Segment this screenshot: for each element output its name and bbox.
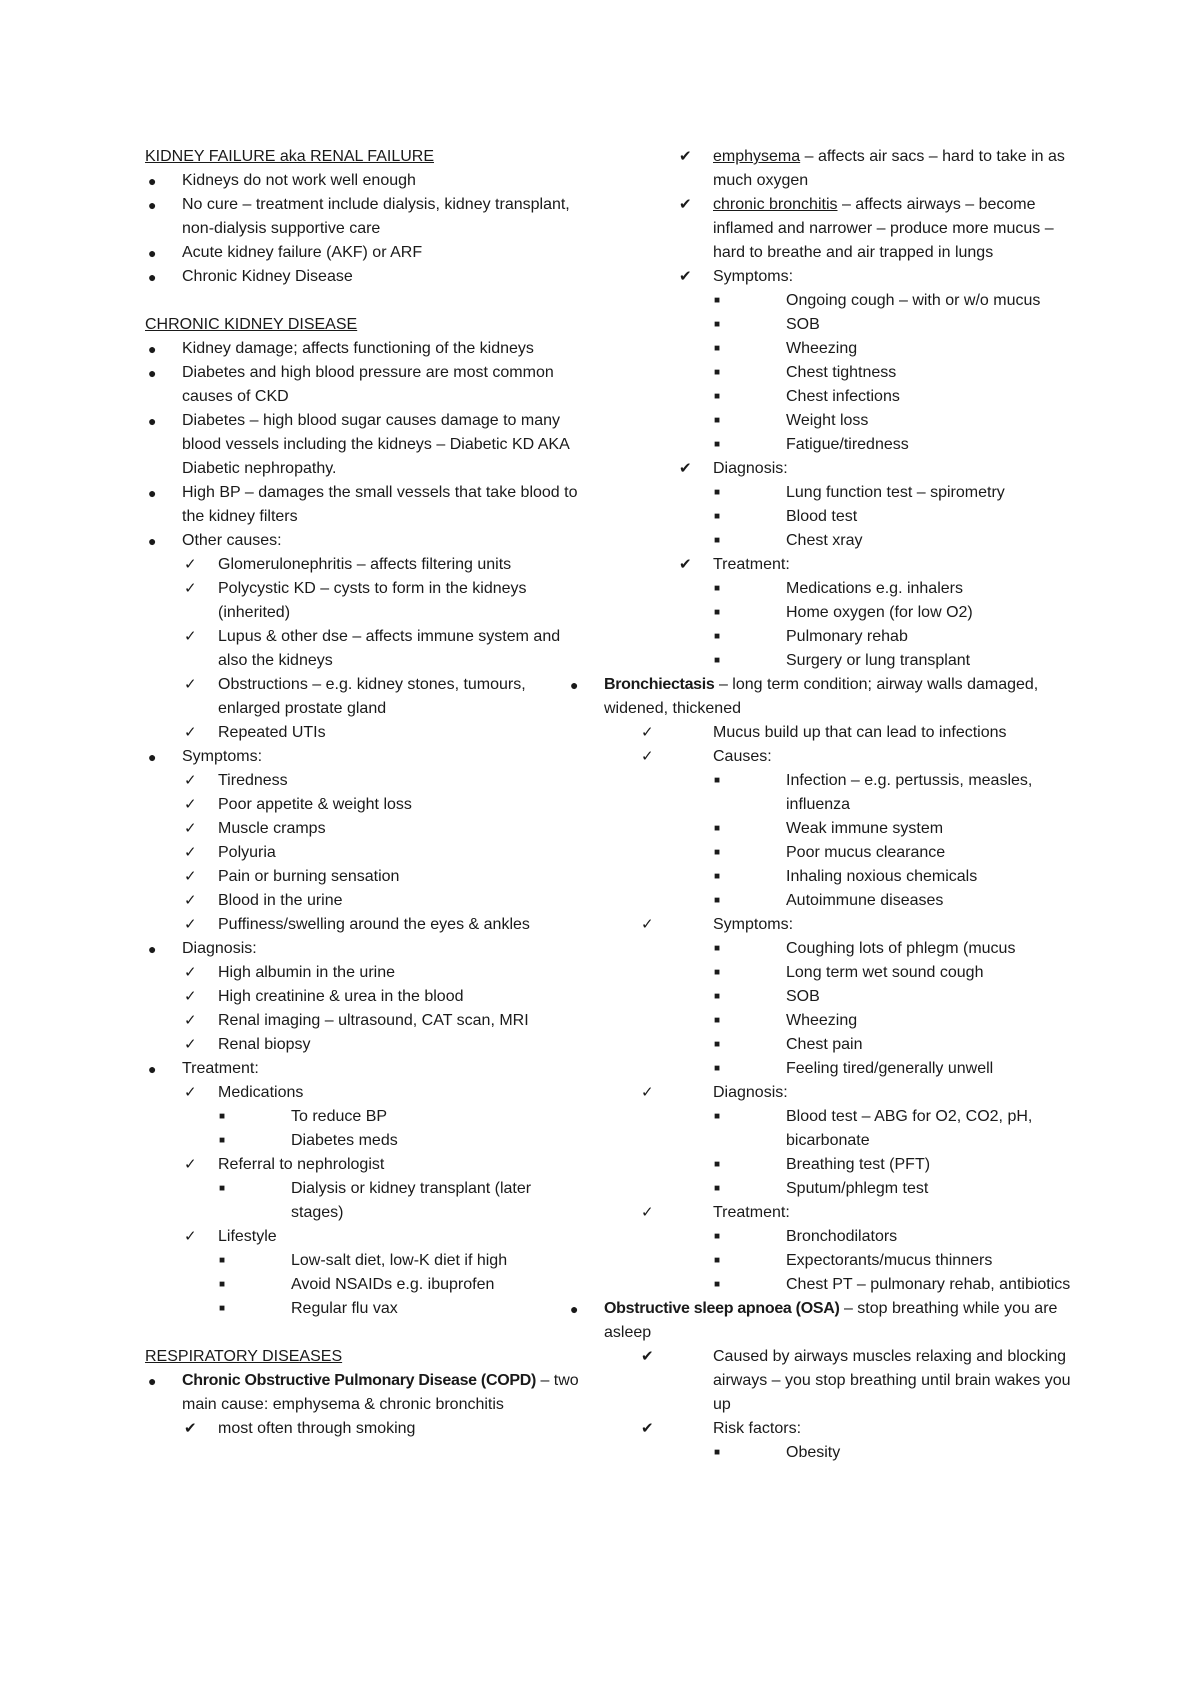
list-item: ✓ Causes:: [567, 745, 1080, 769]
list-item: ■ Poor mucus clearance: [567, 841, 1080, 865]
bullet-icon: ●: [148, 1061, 157, 1077]
square-bullet-icon: ■: [714, 895, 721, 906]
checkmark-icon: ✔: [641, 1420, 654, 1437]
list-item: ■ Coughing lots of phlegm (mucus: [567, 937, 1080, 961]
bullet-icon: ●: [148, 485, 157, 501]
bullet-icon: ●: [148, 245, 157, 261]
checkmark-icon: ✓: [184, 772, 197, 789]
square-bullet-icon: ■: [714, 943, 721, 954]
checkmark-icon: ✓: [641, 724, 654, 741]
square-bullet-icon: ■: [714, 1111, 721, 1122]
square-bullet-icon: ■: [714, 343, 721, 354]
list-item: ● Kidney damage; affects functioning of the kidneys: [145, 337, 585, 361]
list-item: ● Diabetes – high blood sugar causes damage to many blood vessels including the kidneys – Diabetic KD AKA Diabetic nephropathy.: [145, 409, 585, 481]
list-item: ● Diagnosis:: [145, 937, 585, 961]
square-bullet-icon: ■: [714, 415, 721, 426]
list-item: ● High BP – damages the small vessels that take blood to the kidney filters: [145, 481, 585, 529]
checkmark-icon: ✓: [184, 724, 197, 741]
list-item: ✔ emphysema – affects air sacs – hard to take in as much oxygen: [640, 145, 1080, 193]
list-item: ✓ Glomerulonephritis – affects filtering units: [145, 553, 585, 577]
list-item: ● Chronic Kidney Disease: [145, 265, 585, 289]
square-bullet-icon: ■: [714, 991, 721, 1002]
bronchitis-term: chronic bronchitis: [713, 196, 838, 213]
square-bullet-icon: ■: [219, 1111, 226, 1122]
list-item: ■ Breathing test (PFT): [567, 1153, 1080, 1177]
list-item: ✓ Symptoms:: [567, 913, 1080, 937]
checkmark-icon: ✓: [184, 796, 197, 813]
list-item: ■ Blood test: [640, 505, 1080, 529]
checkmark-icon: ✓: [184, 964, 197, 981]
list-item: ✓ High albumin in the urine: [145, 961, 585, 985]
square-bullet-icon: ■: [714, 823, 721, 834]
copd-details-list: [640, 145, 1080, 673]
square-bullet-icon: ■: [714, 607, 721, 618]
list-item: ✓ Puffiness/swelling around the eyes & ankles: [145, 913, 585, 937]
list-item: ✓ Blood in the urine: [145, 889, 585, 913]
checkmark-icon: ✓: [184, 580, 197, 597]
list-item: ■ Low-salt diet, low-K diet if high: [145, 1249, 585, 1273]
square-bullet-icon: ■: [714, 295, 721, 306]
square-bullet-icon: ■: [714, 967, 721, 978]
checkmark-icon: ✓: [184, 628, 197, 645]
list-item: ■ Sputum/phlegm test: [567, 1177, 1080, 1201]
list-item: ■ SOB: [567, 985, 1080, 1009]
square-bullet-icon: ■: [714, 535, 721, 546]
bullet-icon: ●: [148, 1373, 157, 1389]
square-bullet-icon: ■: [714, 1447, 721, 1458]
checkmark-icon: ✓: [184, 868, 197, 885]
square-bullet-icon: ■: [714, 847, 721, 858]
list-item: ■ Weak immune system: [567, 817, 1080, 841]
bullet-icon: ●: [148, 197, 157, 213]
checkmark-icon: ✓: [184, 988, 197, 1005]
checkmark-icon: ✓: [184, 844, 197, 861]
square-bullet-icon: ■: [714, 319, 721, 330]
square-bullet-icon: ■: [714, 487, 721, 498]
list-item: ■ Home oxygen (for low O2): [640, 601, 1080, 625]
list-item: ■ Chest xray: [640, 529, 1080, 553]
list-item: ■ Infection – e.g. pertussis, measles, influenza: [567, 769, 1080, 817]
list-item: ✔ Treatment:: [640, 553, 1080, 577]
bullet-icon: ●: [148, 749, 157, 765]
checkmark-icon: ✓: [184, 892, 197, 909]
list-item: ✓ Poor appetite & weight loss: [145, 793, 585, 817]
list-item: ✓ Tiredness: [145, 769, 585, 793]
list-item: ● Diabetes and high blood pressure are most common causes of CKD: [145, 361, 585, 409]
checkmark-icon: ✔: [184, 1420, 197, 1437]
bullet-icon: ●: [148, 413, 157, 429]
list-item: ■ Weight loss: [640, 409, 1080, 433]
list-item: ■ Feeling tired/generally unwell: [567, 1057, 1080, 1081]
bullet-icon: ●: [148, 365, 157, 381]
heading-respiratory: RESPIRATORY DISEASES: [145, 1348, 343, 1365]
list-item: ■ Chest infections: [640, 385, 1080, 409]
list-item: ● Bronchiectasis – long term condition; airway walls damaged, widened, thickened: [567, 673, 1080, 721]
copd-term: Chronic Obstructive Pulmonary Disease (COPD): [182, 1372, 537, 1389]
heading-ckd: CHRONIC KIDNEY DISEASE: [145, 316, 358, 333]
list-item: ✓ Mucus build up that can lead to infections: [567, 721, 1080, 745]
square-bullet-icon: ■: [714, 439, 721, 450]
ckd-list: [145, 337, 585, 1321]
list-item: ■ Obesity: [567, 1441, 1080, 1465]
list-item: ● Chronic Obstructive Pulmonary Disease (COPD) – two main cause: emphysema & chronic bronchitis: [145, 1369, 585, 1417]
checkmark-icon: ✓: [184, 1084, 197, 1101]
list-item: ✓ Obstructions – e.g. kidney stones, tumours, enlarged prostate gland: [145, 673, 585, 721]
square-bullet-icon: ■: [714, 1063, 721, 1074]
list-item: ■ Chest tightness: [640, 361, 1080, 385]
square-bullet-icon: ■: [714, 871, 721, 882]
list-item: ✔ chronic bronchitis – affects airways – become inflamed and narrower – produce more mucus – hard to breathe and air trapped in lungs: [640, 193, 1080, 265]
square-bullet-icon: ■: [714, 631, 721, 642]
square-bullet-icon: ■: [219, 1135, 226, 1146]
list-item: ■ Autoimmune diseases: [567, 889, 1080, 913]
list-item: ■ Inhaling noxious chemicals: [567, 865, 1080, 889]
list-item: ■ Long term wet sound cough: [567, 961, 1080, 985]
square-bullet-icon: ■: [219, 1279, 226, 1290]
square-bullet-icon: ■: [714, 1159, 721, 1170]
list-item: ■ Diabetes meds: [145, 1129, 585, 1153]
list-item: ✓ Lifestyle: [145, 1225, 585, 1249]
checkmark-icon: ✓: [184, 820, 197, 837]
list-item: ■ Surgery or lung transplant: [640, 649, 1080, 673]
list-item: ✓ Referral to nephrologist: [145, 1153, 585, 1177]
square-bullet-icon: ■: [219, 1183, 226, 1194]
list-item: ✓ Renal imaging – ultrasound, CAT scan, MRI: [145, 1009, 585, 1033]
square-bullet-icon: ■: [714, 655, 721, 666]
list-item: ■ Fatigue/tiredness: [640, 433, 1080, 457]
list-item: ● Kidneys do not work well enough: [145, 169, 585, 193]
emphysema-term: emphysema: [713, 148, 801, 165]
list-item: ■ Medications e.g. inhalers: [640, 577, 1080, 601]
list-item: ■ Regular flu vax: [145, 1297, 585, 1321]
checkmark-icon: ✓: [184, 556, 197, 573]
list-item: ✓ Diagnosis:: [567, 1081, 1080, 1105]
list-item: ● Treatment:: [145, 1057, 585, 1081]
checkmark-icon: ✓: [184, 1012, 197, 1029]
list-item: ✓ Lupus & other dse – affects immune system and also the kidneys: [145, 625, 585, 673]
list-item: ● Symptoms:: [145, 745, 585, 769]
list-item: ■ Chest PT – pulmonary rehab, antibiotics: [567, 1273, 1080, 1297]
square-bullet-icon: ■: [714, 1255, 721, 1266]
list-item: ■ Wheezing: [640, 337, 1080, 361]
checkmark-icon: ✔: [679, 460, 692, 477]
list-item: ✔ Caused by airways muscles relaxing and blocking airways – you stop breathing until brain wakes you up: [567, 1345, 1080, 1417]
bullet-icon: ●: [570, 677, 579, 693]
list-item: ✓ Polycystic KD – cysts to form in the kidneys (inherited): [145, 577, 585, 625]
square-bullet-icon: ■: [714, 391, 721, 402]
list-item: ■ Chest pain: [567, 1033, 1080, 1057]
checkmark-icon: ✔: [679, 556, 692, 573]
checkmark-icon: ✓: [184, 916, 197, 933]
square-bullet-icon: ■: [714, 1231, 721, 1242]
list-item: ✔ Diagnosis:: [640, 457, 1080, 481]
list-item: ■ Expectorants/mucus thinners: [567, 1249, 1080, 1273]
bullet-icon: ●: [570, 1301, 579, 1317]
list-item: ✔ Symptoms:: [640, 265, 1080, 289]
checkmark-icon: ✓: [184, 1156, 197, 1173]
list-item: ■ Bronchodilators: [567, 1225, 1080, 1249]
list-item: ■ Blood test – ABG for O2, CO2, pH, bicarbonate: [567, 1105, 1080, 1153]
bullet-icon: ●: [148, 269, 157, 285]
list-item: ● Obstructive sleep apnoea (OSA) – stop breathing while you are asleep: [567, 1297, 1080, 1345]
square-bullet-icon: ■: [714, 1039, 721, 1050]
square-bullet-icon: ■: [714, 583, 721, 594]
list-item: ✓ High creatinine & urea in the blood: [145, 985, 585, 1009]
osa-term: Obstructive sleep apnoea (OSA): [604, 1300, 840, 1317]
square-bullet-icon: ■: [714, 1183, 721, 1194]
list-item: ■ Lung function test – spirometry: [640, 481, 1080, 505]
bullet-icon: ●: [148, 341, 157, 357]
list-item: ✓ Treatment:: [567, 1201, 1080, 1225]
checkmark-icon: ✓: [184, 676, 197, 693]
list-item: ✓ Polyuria: [145, 841, 585, 865]
list-item: ■ To reduce BP: [145, 1105, 585, 1129]
square-bullet-icon: ■: [714, 367, 721, 378]
bullet-icon: ●: [148, 533, 157, 549]
kidney-failure-list: [145, 169, 585, 289]
checkmark-icon: ✓: [641, 1084, 654, 1101]
right-column: [570, 145, 1080, 1465]
square-bullet-icon: ■: [219, 1255, 226, 1266]
list-item: ✓ Renal biopsy: [145, 1033, 585, 1057]
list-item: ■ Dialysis or kidney transplant (later stages): [145, 1177, 585, 1225]
list-item: ■ SOB: [640, 313, 1080, 337]
square-bullet-icon: ■: [714, 1015, 721, 1026]
left-column: [145, 145, 585, 1441]
list-item: ● No cure – treatment include dialysis, kidney transplant, non-dialysis supportive care: [145, 193, 585, 241]
list-item: ■ Wheezing: [567, 1009, 1080, 1033]
checkmark-icon: ✓: [641, 916, 654, 933]
square-bullet-icon: ■: [219, 1303, 226, 1314]
checkmark-icon: ✔: [679, 268, 692, 285]
bronchiectasis-term: Bronchiectasis: [604, 676, 715, 693]
checkmark-icon: ✓: [184, 1228, 197, 1245]
checkmark-icon: ✔: [679, 148, 692, 165]
list-item: ✔ Risk factors:: [567, 1417, 1080, 1441]
respiratory-list: [145, 1369, 585, 1441]
list-item: ● Acute kidney failure (AKF) or ARF: [145, 241, 585, 265]
square-bullet-icon: ■: [714, 511, 721, 522]
checkmark-icon: ✔: [641, 1348, 654, 1365]
heading-kidney-failure: KIDNEY FAILURE aka RENAL FAILURE: [145, 148, 434, 165]
checkmark-icon: ✓: [641, 1204, 654, 1221]
list-item: ✓ Medications: [145, 1081, 585, 1105]
list-item: ✓ Muscle cramps: [145, 817, 585, 841]
checkmark-icon: ✓: [184, 1036, 197, 1053]
bullet-icon: ●: [148, 173, 157, 189]
list-item: ✓ Pain or burning sensation: [145, 865, 585, 889]
list-item: ✔ most often through smoking: [145, 1417, 585, 1441]
checkmark-icon: ✓: [641, 748, 654, 765]
square-bullet-icon: ■: [714, 775, 721, 786]
list-item: ■ Avoid NSAIDs e.g. ibuprofen: [145, 1273, 585, 1297]
square-bullet-icon: ■: [714, 1279, 721, 1290]
list-item: ✓ Repeated UTIs: [145, 721, 585, 745]
list-item: ■ Pulmonary rehab: [640, 625, 1080, 649]
bullet-icon: ●: [148, 941, 157, 957]
bronchiectasis-list: [567, 673, 1080, 1465]
list-item: ■ Ongoing cough – with or w/o mucus: [640, 289, 1080, 313]
checkmark-icon: ✔: [679, 196, 692, 213]
list-item: ● Other causes:: [145, 529, 585, 553]
